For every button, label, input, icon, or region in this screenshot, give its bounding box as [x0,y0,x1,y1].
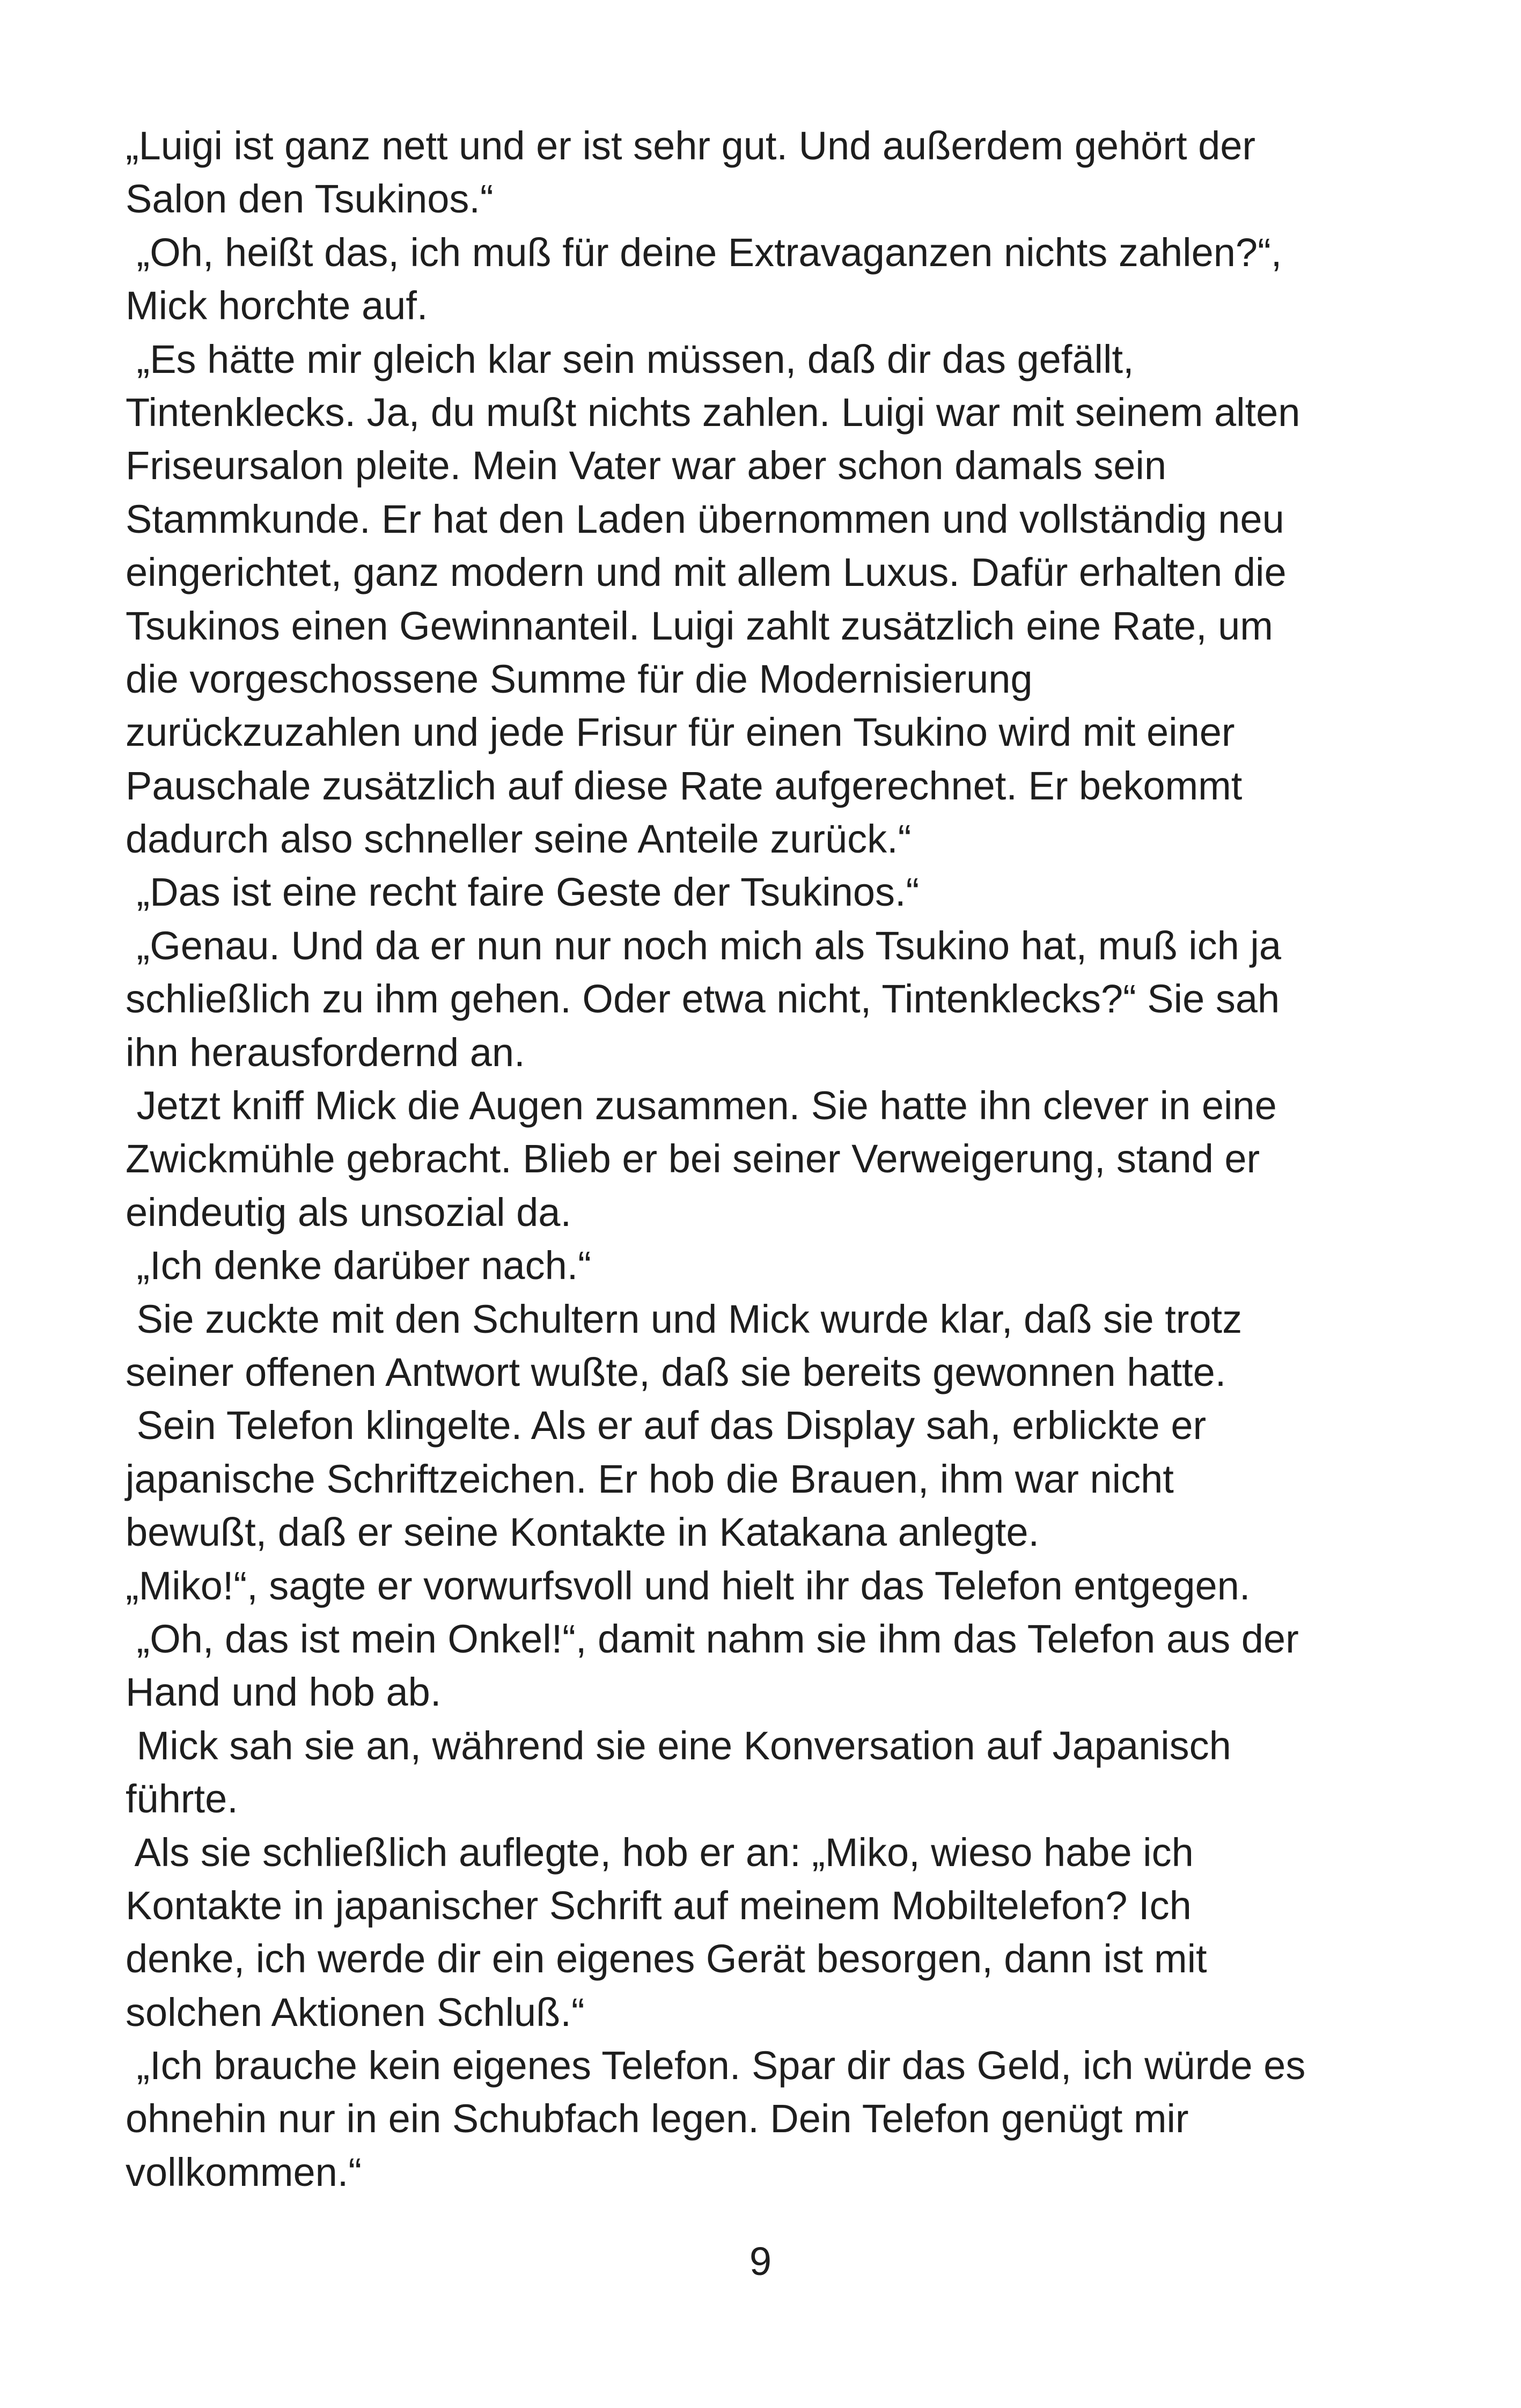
text-line: Zwickmühle gebracht. Blieb er bei seiner Verweigerung, stand er [126,1136,1260,1181]
text-line: Mick sah sie an, während sie eine Konversation auf Japanisch [126,1723,1231,1768]
text-line: Stammkunde. Er hat den Laden übernommen und vollständig neu [126,496,1284,541]
text-line: „Miko!“, sagte er vorwurfsvoll und hielt ihr das Telefon entgegen. [126,1563,1251,1608]
text-line: eingerichtet, ganz modern und mit allem Luxus. Dafür erhalten die [126,550,1287,595]
text-line: „Ich denke darüber nach.“ [126,1243,591,1288]
text-line: ohnehin nur in ein Schubfach legen. Dein Telefon genügt mir [126,2096,1189,2141]
text-line: Tintenklecks. Ja, du mußt nichts zahlen. Luigi war mit seinem alten [126,390,1300,435]
text-line: Sie zuckte mit den Schultern und Mick wurde klar, daß sie trotz [126,1296,1243,1341]
text-line: „Es hätte mir gleich klar sein müssen, daß dir das gefällt, [126,336,1134,381]
text-line: Pauschale zusätzlich auf diese Rate aufgerechnet. Er bekommt [126,763,1243,808]
text-line: „Luigi ist ganz nett und er ist sehr gut. Und außerdem gehört der [126,123,1256,168]
page-number: 9 [749,2239,772,2284]
text-line: Tsukinos einen Gewinnanteil. Luigi zahlt zusätzlich eine Rate, um [126,603,1273,648]
text-line: vollkommen.“ [126,2149,362,2194]
text-line: „Oh, heißt das, ich muß für deine Extravaganzen nichts zahlen?“, [126,230,1282,275]
text-line: denke, ich werde dir ein eigenes Gerät besorgen, dann ist mit [126,1936,1207,1981]
text-line: zurückzuzahlen und jede Frisur für einen Tsukino wird mit einer [126,710,1235,755]
text-line: Friseursalon pleite. Mein Vater war aber schon damals sein [126,443,1166,488]
text-line: „Ich brauche kein eigenes Telefon. Spar dir das Geld, ich würde es [126,2043,1306,2088]
text-line: „Genau. Und da er nun nur noch mich als Tsukino hat, muß ich ja [126,923,1281,968]
text-line: die vorgeschossene Summe für die Modernisierung [126,656,1033,701]
text-line: Salon den Tsukinos.“ [126,177,494,222]
text-line: Kontakte in japanischer Schrift auf meinem Mobiltelefon? Ich [126,1883,1192,1928]
text-line: Sein Telefon klingelte. Als er auf das Display sah, erblickte er [126,1403,1207,1448]
text-line: Mick horchte auf. [126,283,428,328]
text-line: ihn herausfordernd an. [126,1030,525,1075]
text-line: solchen Aktionen Schluß.“ [126,1989,585,2035]
text-line: Jetzt kniff Mick die Augen zusammen. Sie hatte ihn clever in eine [126,1083,1277,1128]
text-line: seiner offenen Antwort wußte, daß sie bereits gewonnen hatte. [126,1349,1226,1394]
text-line: „Das ist eine recht faire Geste der Tsukinos.“ [126,870,920,915]
text-line: schließlich zu ihm gehen. Oder etwa nicht, Tintenklecks?“ Sie sah [126,977,1280,1022]
text-line: „Oh, das ist mein Onkel!“, damit nahm sie ihm das Telefon aus der [126,1616,1299,1661]
text-line: eindeutig als unsozial da. [126,1190,572,1235]
text-line: führte. [126,1776,238,1822]
body-text [126,119,1402,2199]
text-line: Als sie schließlich auflegte, hob er an: „Miko, wieso habe ich [126,1830,1194,1875]
text-line: dadurch also schneller seine Anteile zurück.“ [126,817,912,862]
text-line: japanische Schriftzeichen. Er hob die Brauen, ihm war nicht [126,1456,1174,1501]
text-line: Hand und hob ab. [126,1670,442,1715]
text-line: bewußt, daß er seine Kontakte in Katakana anlegte. [126,1510,1040,1555]
